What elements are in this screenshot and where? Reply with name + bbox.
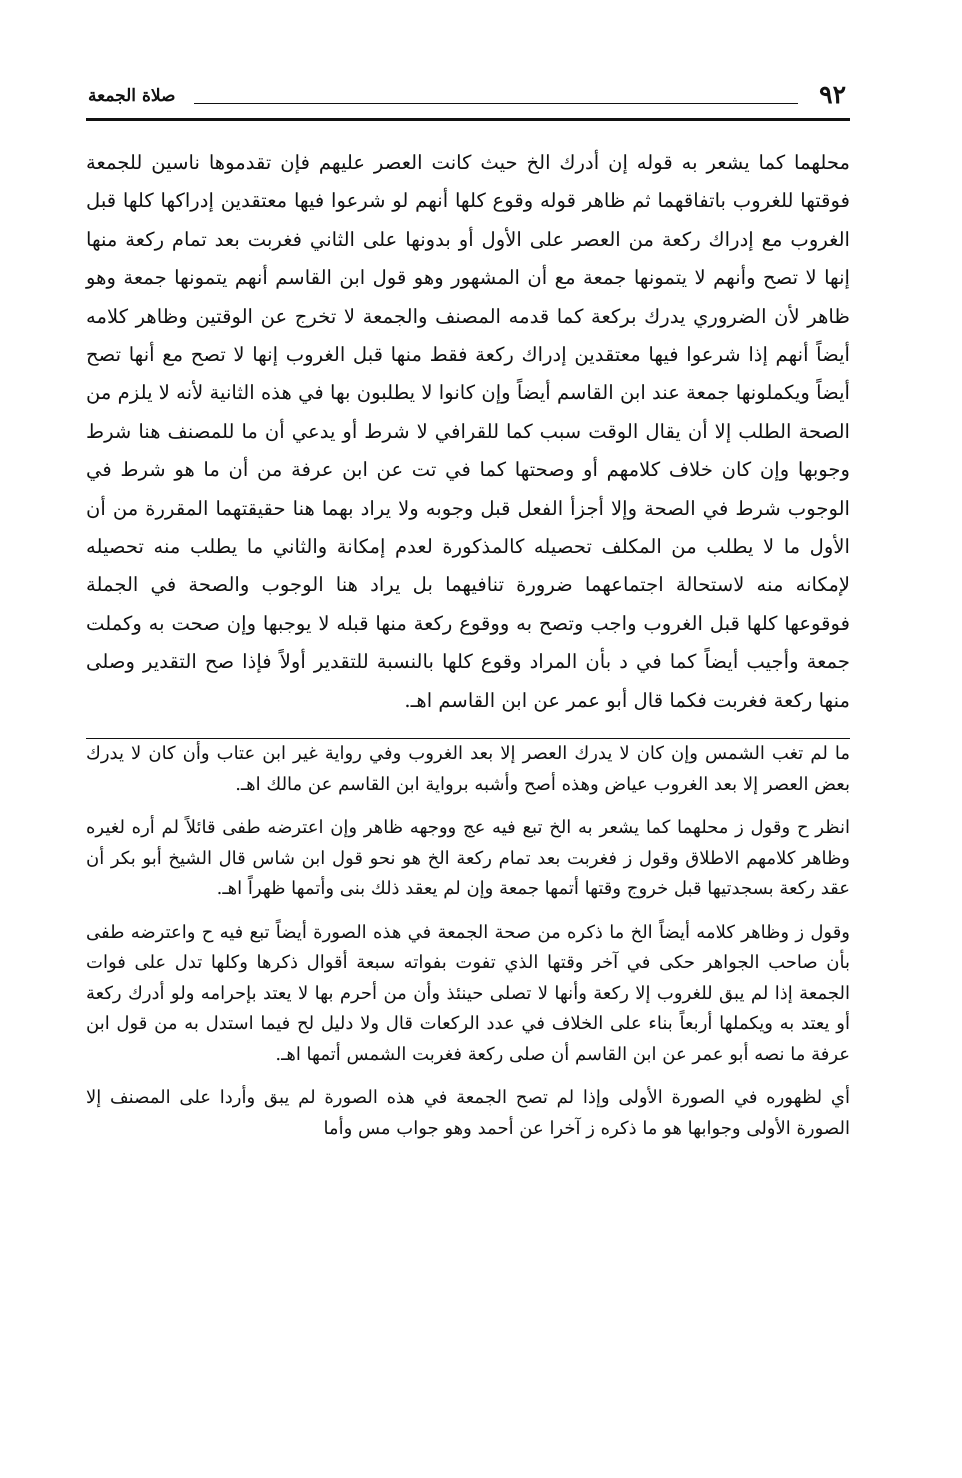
main-text	[86, 144, 850, 720]
footnote-1: ما لم تغب الشمس وإن كان لا يدرك العصر إلا بعد الغروب وفي رواية غير ابن عتاب وأن كان لا يدرك بعض العصر إلا بعد الغروب عياض وهذه أصح وأشبه برواية ابن القاسم عن مالك اهـ.	[86, 743, 850, 795]
footnotes	[86, 739, 850, 1144]
footnote-3: وقول ز وظاهر كلامه أيضاً الخ ما ذكره من صحة الجمعة في هذه الصورة أيضاً تبع فيه ح واعترضه طفى بأن صاحب الجواهر حكى في آخر وقتها الذي تفوت بفواته سبعة أقوال ذكرها وكلها تدل على فوات الجمعة إذا لم يبق للغروب إلا ركعة وأنها لا تصلى حينئذ وأن من أحرم بها لا يعتد بإحرامه ولو أدرك ركعة أو يعتد به ويكملها أربعاً بناء على الخلاف في عدد الركعات قال ولا دليل لح فيما استدل به من قول ابن عرفة ما نصه أبو عمر عن ابن القاسم أن صلى ركعة فغربت الشمس أتمها اهـ.	[86, 921, 850, 1065]
page-number: ٩٢	[819, 80, 846, 109]
running-header	[86, 70, 850, 116]
footnote-4: أي لظهوره في الصورة الأولى وإذا لم تصح الجمعة في هذه الصورة لم يبق وأردا على المصنف إلا الصورة الأولى وجوابها هو ما ذكره ز آخرا عن أحمد وهو جواب مس وأما	[86, 1087, 850, 1139]
header-thick-rule	[86, 118, 850, 121]
header-rule	[194, 103, 798, 104]
header-title: صلاة الجمعة	[88, 86, 176, 106]
footnote-2: انظر ح وقول ز محلهما كما يشعر به الخ تبع فيه عج ووجهه ظاهر وإن اعترضه طفى قائلاً لم أره لغيره وظاهر كلامهم الاطلاق وقول ز فغربت بعد تمام ركعة الخ هو نحو قول ابن شاس قال الشيخ أبو بكر أن عقد ركعة بسجدتيها قبل خروج وقتها أتمها جمعة وإن لم يعقد ذلك بنى وأتمها ظهراً اهـ.	[86, 817, 850, 900]
book-page	[86, 70, 850, 1410]
main-paragraph: محلهما كما يشعر به قوله إن أدرك الخ حيث كانت العصر عليهم فإن تقدموها ناسين للجمعة فوقتها للغروب باتفاقهما ثم ظاهر قوله وقوع كلها أنهم لو شرعوا فيها معتقدين إدراكها كلها قبل الغروب مع إدراك ركعة من العصر على الأول أو بدونها على الثاني فغربت بعد تمام ركعة منها إنها لا تصح وأنهم لا يتمونها جمعة مع أن المشهور وهو قول ابن القاسم أنهم يتمونها جمعة وهو ظاهر لأن الضروري يدرك بركعة كما قدمه المصنف والجمعة لا تخرج عن الوقتين وظاهر كلامه أيضاً أنهم إذا شرعوا فيها معتقدين إدراك ركعة فقط منها قبل الغروب إنها لا تصح مع أنها تصح أيضاً ويكملونها جمعة عند ابن القاسم أيضاً وإن كانوا لا يطلبون بها في هذه الثانية لأنه لا يلزم من الصحة الطلب إلا أن يقال الوقت سبب كما للقرافي لا شرط أو يدعي أن ما للمصنف هنا شرط وجوبها وإن كان خلاف كلامهم أو وصحتها كما في تت عن ابن عرفة من أن ما هو شرط في الوجوب شرط في الصحة وإلا أجزأ الفعل قبل وجوبه ولا يراد بهما هنا حقيقتهما المقررة من أن الأول ما لا يطلب من المكلف تحصيله كالمذكورة لعدم إمكانة والثاني ما يطلب منه تحصيله لإمكانه منه لاستحالة اجتماعهما ضرورة تنافيهما بل يراد هنا الوجوب والصحة في الجملة فوقوعها كلها قبل الغروب واجب وتصح به ووقوع ركعة منها قبله لا يوجبها وإن صحت به وكملت جمعة وأجيب أيضاً كما في د بأن المراد وقوع كلها بالنسبة للتقدير أولاً فإذا صح التقدير وصلى منها ركعة فغربت فكما قال أبو عمر عن ابن القاسم اهـ.	[86, 151, 850, 712]
